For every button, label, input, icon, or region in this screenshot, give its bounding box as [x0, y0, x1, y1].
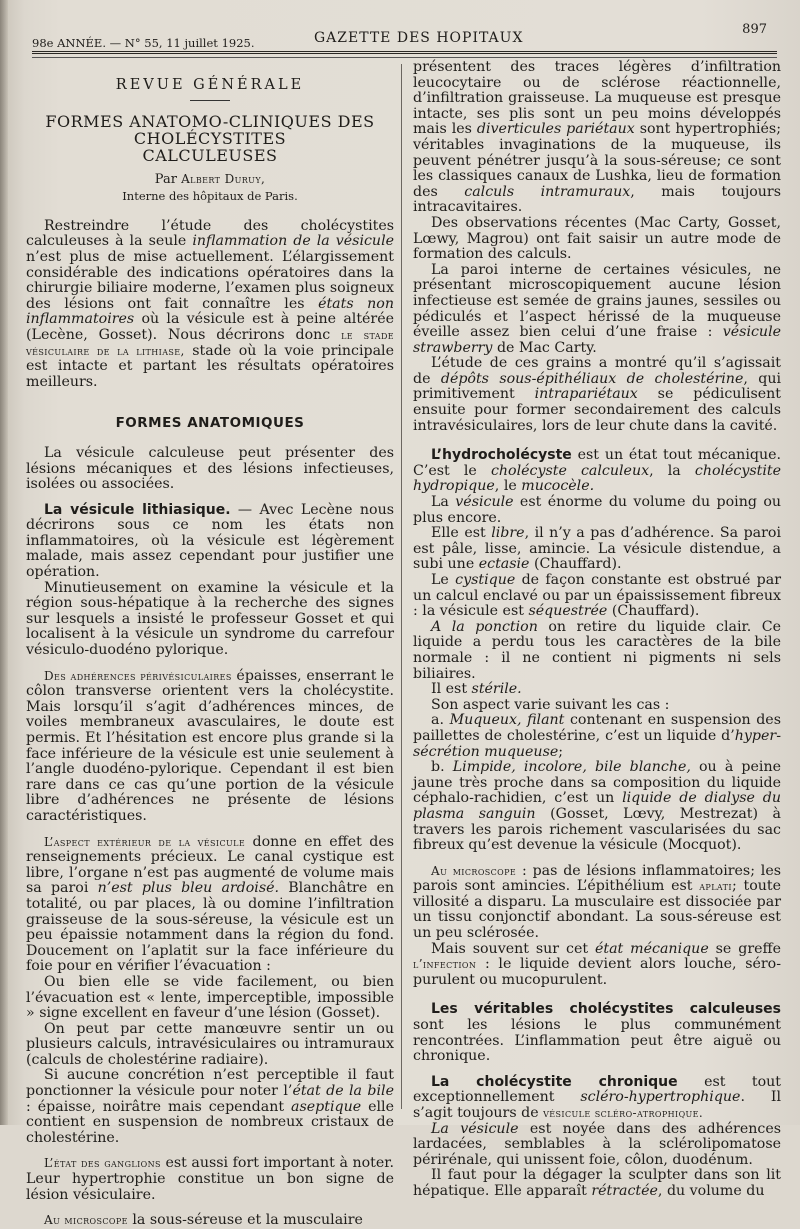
paragraph-volume: La vésicule est énorme du volume du poing ou plus encore. — [413, 494, 781, 526]
paragraph-microscope-left: Au microscope la sous-séreuse et la musculaire — [44, 1212, 363, 1229]
left-column — [26, 70, 394, 1229]
paragraph-degager: Il faut pour la dégager la sculpter dans son lit hépatique. Elle apparaît rétractée, du volume du — [413, 1167, 781, 1199]
page-number: 897 — [742, 22, 767, 37]
paragraph-cystique: Le cystique de façon constante est obstrué par un calcul enclavé ou par un épaississement fibreux : la vésicule est séquestrée (Chauffard). — [413, 572, 782, 620]
byline-prefix: Par — [154, 171, 177, 187]
paragraph-ponction: Si aucune concrétion n’est perceptible il faut ponctionner la vésicule pour noter l’état de la bile : épaisse, noirâtre mais cependant aseptique elle contient en suspension de nombreux cristaux de cholestérine. — [26, 1067, 394, 1146]
article-title — [26, 113, 394, 164]
author-role: Interne des hôpitaux de Paris. — [122, 189, 298, 204]
article-title-line1: FORMES ANATOMO-CLINIQUES DES CHOLÉCYSTITES — [45, 111, 375, 148]
author-name: Albert Duruy, — [181, 171, 266, 186]
paragraph-veritables: Les véritables cholécystites calculeuses sont les lésions le plus communément rencontrées. L’inflammation peut être aiguë ou chronique. — [413, 1001, 781, 1065]
paragraph-ganglions: L’état des ganglions est aussi fort important à noter. Leur hypertrophie constitue un bon signe de lésion vésiculaire. — [26, 1155, 394, 1203]
paragraph-case-b: b. Limpide, incolore, bile blanche, ou à peine jaune très proche dans sa composition du liquide céphalo-rachidien, c’est un liquide de dialyse du plasma sanguin (Gosset, Lœvy, Mestrezat) à travers les parois richement vascularisées du sac fibreux qu’est devenue la vésicule (Mocquot). — [413, 759, 781, 854]
section-heading-formes: FORMES ANATOMIQUES — [115, 415, 305, 432]
journal-title: GAZETTE DES HOPITAUX — [314, 30, 524, 46]
intro-paragraph: Restreindre l’étude des cholécystites calculeuses à la seule inflammation de la vésicule n’est plus de mise actuellement. L’élargissement considérable des indications opératoires dans la chirurgie biliaire moderne, l’examen plus soigneux des lésions ont fait connaître les états non inflammatoires où la vésicule est à peine altérée (Lecène, Gosset). Nous décrirons donc le stade vésiculaire de la lithiase, stade où la voie principale est intacte et partant les résultats opératoires meilleurs. — [26, 217, 395, 390]
paragraph-infiltration: présentent des traces légères d’infiltration leucocytaire ou de sclérose réactionnelle, d’infiltration graisseuse. La muqueuse est presque intacte, ses plis sont un peu moins développés mais les diverticules pariétaux sont hypertrophiés; véritables invaginations de la muqueuse, ils peuvent pénétrer jusqu’à la sous-séreuse; ce sont les classiques canaux de Lushka, lieu de formation des calculs intramuraux, mais toujours intracavitaires. — [413, 59, 781, 216]
kicker-rule — [190, 100, 230, 101]
paragraph-aspect: Son aspect varie suivant les cas : — [431, 696, 670, 713]
paragraph-evacuation: Ou bien elle se vide facilement, ou bien l’évacuation est « lente, imperceptible, impossible » signe excellent en faveur d’une lésion (Gosset). — [26, 973, 394, 1022]
paragraph-microscope-right: Au microscope : pas de lésions inflammatoires; les parois sont amincies. L’épithélium est aplati; toute villosité a disparu. La musculaire est dissociée par un tissu conjonctif abondant. La sous-séreuse est un peu sclérosée. — [413, 862, 781, 942]
column-divider — [401, 64, 402, 1109]
paragraph-aspect-exterieur: L’aspect extérieur de la vésicule donne en effet des renseignements précieux. Le canal cystique est libre, l’organe n’est pas augmenté de volume mais sa paroi n’est plus bleu ardoisé. Blanchâtre en totalité, ou par places, là ou domine l’infiltration graisseuse de la sous-séreuse, la vésicule est un peu épaissie notamment dans la région du fond. Doucement on l’aplatit sur la face inférieure du foie pour en vérifier l’évacuation : — [26, 833, 394, 975]
paragraph-observations: Des observations récentes (Mac Carty, Gosset, Lœwy, Magrou) ont fait saisir un autre mode de formation des calculs. — [413, 214, 781, 263]
paragraph-case-a: a. Muqueux, filant contenant en suspension des paillettes de cholestérine, c’est un liquide d’hyper-sécrétion muqueuse; — [413, 712, 781, 760]
section-kicker: REVUE GÉNÉRALE — [115, 77, 305, 93]
paragraph-vesicule-lithiasique: La vésicule lithiasique. — Avec Lecène nous décrirons sous ce nom les états non inflammatoires, où la vésicule est légèrement malade, mais assez cependant pour justifier une opération. — [26, 501, 394, 581]
paragraph-hydrocholecyste: L’hydrocholécyste est un état tout mécanique. C’est le cholécyste calculeux, la cholécystite hydropique, le mucocèle. — [413, 447, 782, 495]
paragraph-calculs: On peut par cette manœuvre sentir un ou plusieurs calculs, intravésiculaires ou intramuraux (calculs de cholestérine radiaire). — [26, 1020, 394, 1068]
paragraph-infection: Mais souvent sur cet état mécanique se greffe l’infection : le liquide devient alors louche, séro-purulent ou mucopurulent. — [413, 940, 781, 988]
article-title-line2: CALCULEUSES — [142, 145, 278, 165]
header-rule — [32, 57, 777, 58]
right-column — [413, 60, 781, 1200]
paragraph-chronique: La cholécystite chronique est tout exceptionnellement scléro-hypertrophique. Il s’agit toujours de vésicule scléro-atrophique. — [413, 1073, 781, 1121]
paragraph-libre: Elle est libre, il n’y a pas d’adhérence. Sa paroi est pâle, lisse, amincie. La vésicule distendue, a subi une ectasie (Chauffard). — [413, 525, 781, 573]
paragraph-strawberry: La paroi interne de certaines vésicules, ne présentant microscopiquement aucune lésion infectieuse est semée de grains jaunes, sessiles ou pédiculés et l’aspect hérissé de la muqueuse éveille assez bien celui d’une fraise : vésicule strawberry de Mac Carty. — [413, 261, 781, 356]
issue-info: 98e ANNÉE. — N° 55, 11 juillet 1925. — [32, 36, 255, 50]
paragraph-depots: L’étude de ces grains a montré qu’il s’agissait de dépôts sous-épithéliaux de cholestérine, qui primitivement intrapariétaux se pédiculisent ensuite pour former secondairement des calculs intravésiculaires, lors de leur chute dans la cavité. — [413, 355, 782, 434]
paragraph-adherences: Des adhérences périvésiculaires épaisses, enserrant le côlon transverse orientent vers la cholécystite. Mais lorsqu’il s’agit d’adhérences minces, de voiles membraneux avasculaires, le doute est permis. Et l’hésitation est encore plus grande si la face inférieure de la vésicule est unie seulement à l’angle duodéno-pylorique. Cependant il est bien rare dans ce cas qu’une portion de la vésicule libre d’adhérences ne présente de lésions caractéristiques. — [26, 667, 395, 824]
paragraph-examen: Minutieusement on examine la vésicule et la région sous-hépatique à la recherche des signes sur lesquels a insisté le professeur Gosset et qui localisent à la vésicule un syndrome du carrefour vésiculo-duodéno pylorique. — [26, 579, 394, 659]
paragraph-adherences-lardacees: La vésicule est noyée dans des adhérences lardacées, semblables à la sclérolipomatose périrénale, qui unissent foie, côlon, duodénum. — [413, 1120, 781, 1168]
header-double-rule — [32, 51, 777, 54]
page-header — [32, 22, 777, 50]
paragraph-lesions: La vésicule calculeuse peut présenter des lésions mécaniques et des lésions infectieuses, isolées ou associées. — [26, 444, 394, 493]
scan-edge-shadow — [0, 0, 8, 1125]
paragraph-ponction-right: A la ponction on retire du liquide clair. Ce liquide a perdu tous les caractères de la bile normale : il ne contient ni pigments ni sels biliaires. — [413, 618, 782, 682]
byline — [26, 172, 394, 188]
paragraph-sterile: Il est stérile. — [431, 681, 522, 698]
